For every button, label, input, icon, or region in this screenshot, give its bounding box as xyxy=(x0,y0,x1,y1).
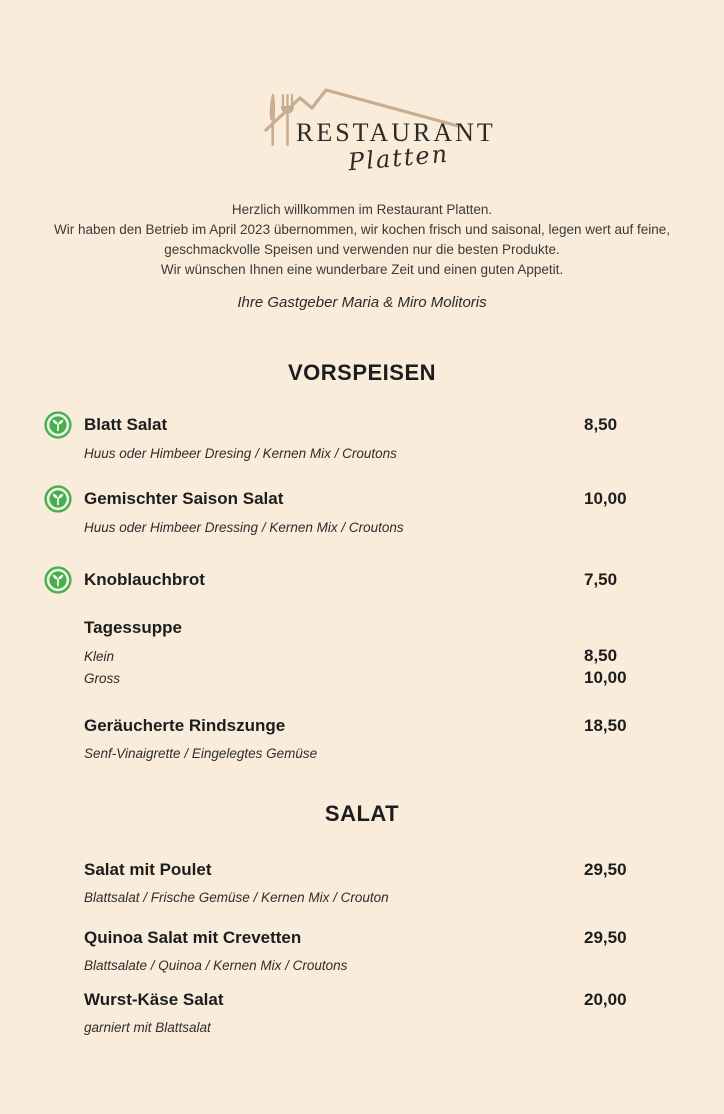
item-price: 20,00 xyxy=(584,989,627,1009)
item-price: 18,50 xyxy=(584,715,627,735)
item-price: 8,50 xyxy=(584,415,618,434)
menu-item xyxy=(44,566,684,594)
menu-item xyxy=(44,614,684,689)
variant-price: 8,50 xyxy=(584,646,618,665)
menu-list xyxy=(0,856,724,1036)
section-title-vorspeisen: VORSPEISEN xyxy=(287,360,437,385)
item-description: Huus oder Himbeer Dresing / Kernen Mix / Croutons xyxy=(84,446,397,461)
item-name: Knoblauchbrot xyxy=(84,570,205,589)
welcome-line: Wir haben den Betrieb im April 2023 übernommen, wir kochen frisch und saisonal, legen wert auf feine, xyxy=(53,222,671,237)
item-price: 10,00 xyxy=(584,489,627,508)
menu-item xyxy=(44,986,684,1036)
item-name: Gemischter Saison Salat xyxy=(84,489,284,508)
vegetarian-badge-icon xyxy=(44,411,84,439)
section-title-salat: SALAT xyxy=(324,801,400,826)
welcome-line: geschmackvolle Speisen und verwenden nur die besten Produkte. xyxy=(164,242,560,257)
menu-list xyxy=(0,411,724,762)
item-description: Huus oder Himbeer Dressing / Kernen Mix / Croutons xyxy=(84,520,404,535)
hosts-line: Ihre Gastgeber Maria & Miro Molitoris xyxy=(237,294,487,311)
item-name: Blatt Salat xyxy=(84,415,168,434)
menu-item xyxy=(44,924,684,974)
item-name: Geräucherte Rindszunge xyxy=(84,715,286,735)
variant-label: Klein xyxy=(84,648,115,664)
item-variant xyxy=(44,667,684,689)
menu-item xyxy=(44,712,684,762)
item-name: Tagessuppe xyxy=(84,617,182,637)
menu-page xyxy=(0,90,724,1114)
variant-price: 10,00 xyxy=(584,668,627,687)
item-price: 29,50 xyxy=(584,927,627,947)
welcome-line: Herzlich willkommen im Restaurant Platten. xyxy=(231,202,493,217)
item-name: Salat mit Poulet xyxy=(84,859,212,879)
item-description: Senf-Vinaigrette / Eingelegtes Gemüse xyxy=(84,746,318,761)
logo-platten-script: Platten xyxy=(346,139,451,177)
item-name: Quinoa Salat mit Crevetten xyxy=(84,927,302,947)
item-name: Wurst-Käse Salat xyxy=(84,989,224,1009)
welcome-text xyxy=(0,200,724,280)
menu-item xyxy=(44,411,684,462)
menu-item xyxy=(44,485,684,536)
logo-restaurant-text: RESTAURANT xyxy=(296,118,496,147)
menu-item xyxy=(44,856,684,906)
item-description: Blattsalat / Frische Gemüse / Kernen Mix / Crouton xyxy=(84,890,389,905)
item-price: 29,50 xyxy=(584,859,627,879)
restaurant-logo xyxy=(0,90,724,178)
item-price: 7,50 xyxy=(584,570,618,589)
welcome-line: Wir wünschen Ihnen eine wunderbare Zeit und einen guten Appetit. xyxy=(160,262,564,277)
item-description: Blattsalate / Quinoa / Kernen Mix / Croutons xyxy=(84,958,348,973)
item-variant xyxy=(44,645,684,667)
vegetarian-badge-icon xyxy=(44,566,84,594)
variant-label: Gross xyxy=(84,670,121,686)
vegetarian-badge-icon xyxy=(44,485,84,513)
item-description: garniert mit Blattsalat xyxy=(84,1020,211,1035)
